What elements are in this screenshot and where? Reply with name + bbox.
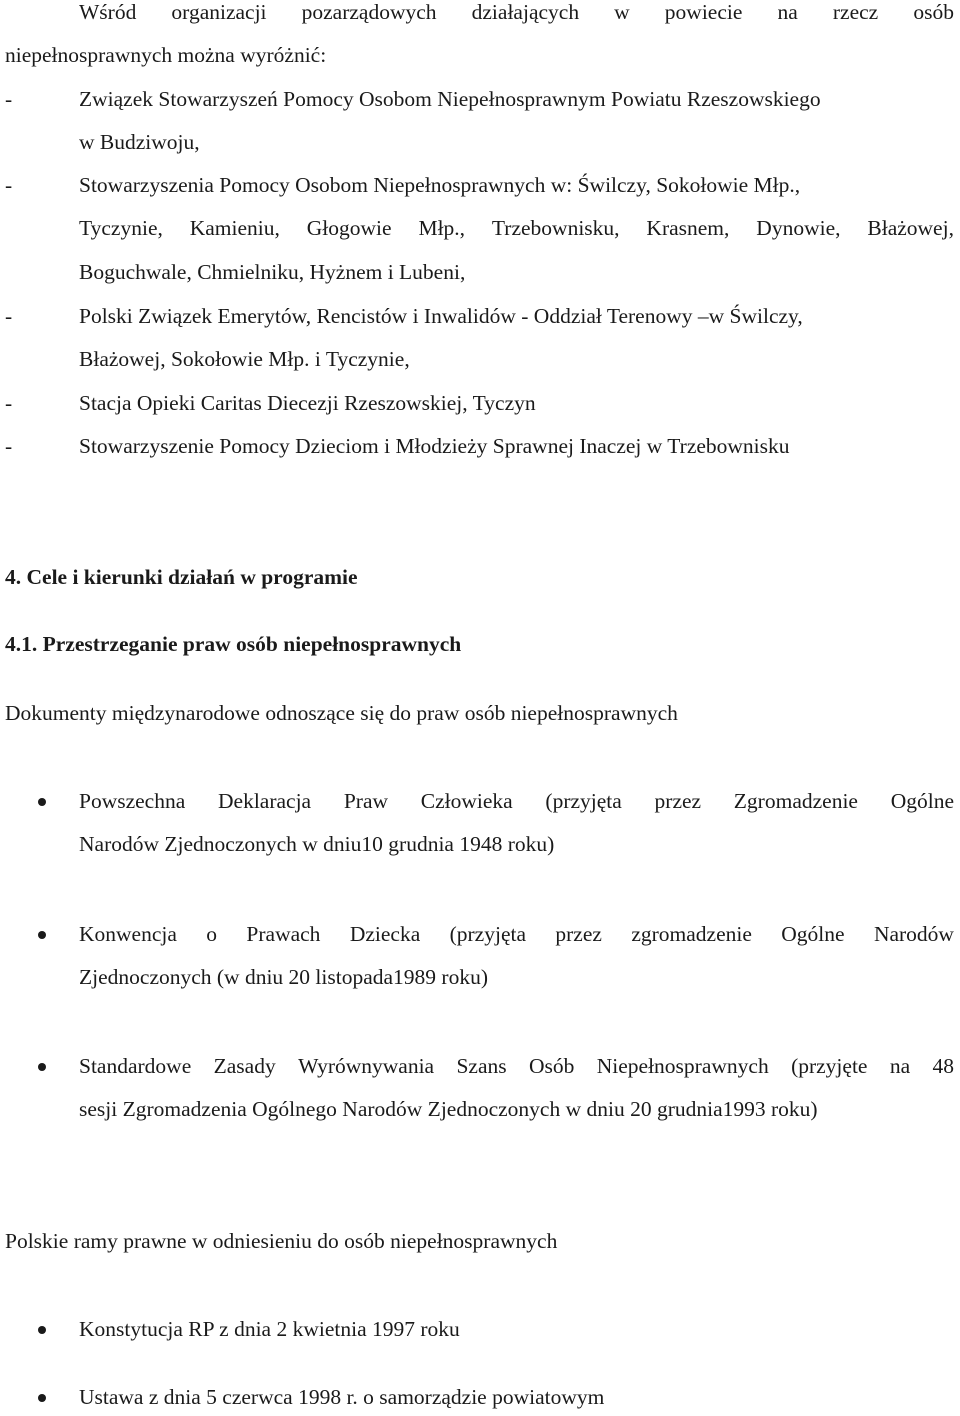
organization-text-line: Stacja Opieki Caritas Diecezji Rzeszowskiej, Tyczyn <box>79 391 536 415</box>
word: Głogowie <box>306 216 392 240</box>
organization-text-line: Stowarzyszenie Pomocy Dzieciom i Młodzieży Sprawnej Inaczej w Trzebownisku <box>79 434 790 458</box>
list-item-text-line: Zjednoczonych (w dniu 20 listopada1989 roku) <box>79 965 489 989</box>
word: Niepełnosprawnych <box>596 1054 769 1078</box>
section-heading: 4. Cele i kierunki działań w programie <box>5 565 358 589</box>
organization-text-line: Stowarzyszenia Pomocy Osobom Niepełnosprawnych w: Świlczy, Sokołowie Młp., <box>79 173 801 197</box>
word: pozarządowych <box>301 0 437 24</box>
organization-text-line: Błażowej, Sokołowie Młp. i Tyczynie, <box>79 347 410 371</box>
list-item-text-line: Narodów Zjednoczonych w dniu10 grudnia 1948 roku) <box>79 832 555 856</box>
organization-text-line: Związek Stowarzyszeń Pomocy Osobom Niepełnosprawnym Powiatu Rzeszowskiego <box>79 87 821 111</box>
word: powiecie <box>664 0 743 24</box>
word: organizacji <box>171 0 267 24</box>
word: Tyczynie, <box>79 216 163 240</box>
word: przez <box>654 789 702 813</box>
list-item-text-line: sesji Zgromadzenia Ogólnego Narodów Zjednoczonych w dniu 20 grudnia1993 roku) <box>79 1097 818 1121</box>
word: Wyrównywania <box>298 1054 435 1078</box>
organization-text-line <box>79 218 954 240</box>
word: Ogólne <box>781 922 845 946</box>
intro-line-2: niepełnosprawnych można wyróżnić: <box>5 43 327 67</box>
word: Deklaracja <box>218 789 312 813</box>
word: Trzebownisku, <box>491 216 620 240</box>
polish-framework-heading: Polskie ramy prawne w odniesieniu do osób niepełnosprawnych <box>5 1229 558 1253</box>
word: o <box>206 922 218 946</box>
word: Wśród <box>79 0 137 24</box>
word: w <box>614 0 630 24</box>
word: na <box>889 1054 911 1078</box>
word: Dynowie, <box>756 216 841 240</box>
international-docs-heading: Dokumenty międzynarodowe odnoszące się do praw osób niepełnosprawnych <box>5 701 678 725</box>
intro-line-1 <box>79 2 954 24</box>
list-item-text-line: Konstytucja RP z dnia 2 kwietnia 1997 roku <box>79 1317 460 1341</box>
organization-text-line: Polski Związek Emerytów, Rencistów i Inwalidów - Oddział Terenowy –w Świlczy, <box>79 304 803 328</box>
word: Krasnem, <box>646 216 730 240</box>
word: (przyjęta <box>449 922 527 946</box>
subsection-heading: 4.1. Przestrzeganie praw osób niepełnosprawnych <box>5 632 462 656</box>
bullet-icon <box>38 931 46 939</box>
word: Praw <box>343 789 389 813</box>
word: Powszechna <box>79 789 186 813</box>
word: Zasady <box>213 1054 276 1078</box>
list-item-text-line <box>79 924 954 946</box>
word: Dziecka <box>349 922 421 946</box>
word: Standardowe <box>79 1054 192 1078</box>
word: przez <box>555 922 602 946</box>
bullet-icon <box>38 1326 46 1334</box>
word: Ogólne <box>890 789 954 813</box>
word: 48 <box>932 1054 954 1078</box>
word: Człowieka <box>420 789 513 813</box>
list-dash: - <box>5 87 13 111</box>
word: Konwencja <box>79 922 177 946</box>
word: na <box>777 0 798 24</box>
word: Zgromadzenie <box>733 789 858 813</box>
word: Prawach <box>246 922 321 946</box>
word: działających <box>471 0 580 24</box>
word: Szans <box>456 1054 507 1078</box>
word: (przyjęta <box>545 789 622 813</box>
list-dash: - <box>5 173 13 197</box>
word: rzecz <box>832 0 879 24</box>
word: Osób <box>528 1054 575 1078</box>
organization-text-line: w Budziwoju, <box>79 130 200 154</box>
bullet-icon <box>38 1394 46 1402</box>
word: Młp., <box>418 216 466 240</box>
word: zgromadzenie <box>631 922 752 946</box>
list-dash: - <box>5 391 13 415</box>
word: osób <box>913 0 954 24</box>
list-item-text-line <box>79 791 954 813</box>
organization-text-line: Boguchwale, Chmielniku, Hyżnem i Lubeni, <box>79 260 466 284</box>
list-item-text-line: Ustawa z dnia 5 czerwca 1998 r. o samorządzie powiatowym <box>79 1385 605 1409</box>
bullet-icon <box>38 798 46 806</box>
bullet-icon <box>38 1063 46 1071</box>
list-item-text-line <box>79 1056 954 1078</box>
word: (przyjęte <box>791 1054 868 1078</box>
word: Kamieniu, <box>189 216 280 240</box>
list-dash: - <box>5 434 13 458</box>
word: Narodów <box>873 922 954 946</box>
word: Błażowej, <box>867 216 954 240</box>
list-dash: - <box>5 304 13 328</box>
